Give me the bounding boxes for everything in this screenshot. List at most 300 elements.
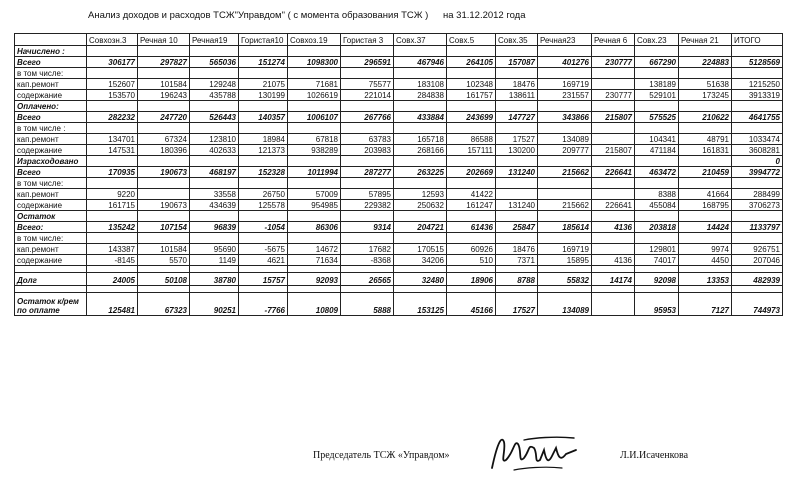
value-cell: 95953 bbox=[635, 293, 679, 316]
row-label: Долг bbox=[15, 273, 87, 286]
value-cell: 138611 bbox=[496, 90, 538, 101]
value-cell bbox=[394, 156, 447, 167]
value-cell bbox=[138, 156, 190, 167]
value-cell bbox=[732, 233, 783, 244]
value-cell: 157111 bbox=[447, 145, 496, 156]
value-cell: 102348 bbox=[447, 79, 496, 90]
value-cell bbox=[239, 46, 288, 57]
value-cell bbox=[592, 244, 635, 255]
value-cell bbox=[138, 233, 190, 244]
value-cell: 230777 bbox=[592, 90, 635, 101]
value-cell: 215807 bbox=[592, 112, 635, 123]
value-cell bbox=[239, 211, 288, 222]
value-cell bbox=[288, 286, 341, 293]
value-cell: 107154 bbox=[138, 222, 190, 233]
value-cell: 140357 bbox=[239, 112, 288, 123]
value-cell bbox=[592, 101, 635, 112]
report-date: на 31.12.2012 года bbox=[443, 10, 526, 21]
value-cell bbox=[732, 46, 783, 57]
value-cell: 74017 bbox=[635, 255, 679, 266]
value-cell: 17527 bbox=[496, 293, 538, 316]
header-cell: Речная19 bbox=[190, 34, 239, 46]
value-cell bbox=[87, 211, 138, 222]
table-row bbox=[15, 286, 783, 293]
header-cell: Гористая10 bbox=[239, 34, 288, 46]
value-cell bbox=[87, 123, 138, 134]
value-cell: 161757 bbox=[447, 90, 496, 101]
value-cell bbox=[341, 178, 394, 189]
table-row bbox=[15, 156, 783, 167]
value-cell: 170515 bbox=[394, 244, 447, 255]
value-cell: 134701 bbox=[87, 134, 138, 145]
row-label: кап.ремонт bbox=[15, 134, 87, 145]
value-cell bbox=[592, 266, 635, 273]
value-cell bbox=[239, 156, 288, 167]
value-cell bbox=[239, 266, 288, 273]
value-cell: 4621 bbox=[239, 255, 288, 266]
value-cell: 123810 bbox=[190, 134, 239, 145]
value-cell bbox=[592, 211, 635, 222]
value-cell bbox=[190, 233, 239, 244]
value-cell: 153570 bbox=[87, 90, 138, 101]
value-cell bbox=[447, 233, 496, 244]
value-cell bbox=[592, 123, 635, 134]
value-cell: 190673 bbox=[138, 167, 190, 178]
value-cell: 0 bbox=[732, 156, 783, 167]
table-row bbox=[15, 211, 783, 222]
table-row bbox=[15, 68, 783, 79]
value-cell: 287277 bbox=[341, 167, 394, 178]
value-cell bbox=[239, 233, 288, 244]
value-cell: 5128569 bbox=[732, 57, 783, 68]
value-cell bbox=[190, 266, 239, 273]
value-cell bbox=[190, 68, 239, 79]
row-label: Остаток bbox=[15, 211, 87, 222]
value-cell: 48791 bbox=[679, 134, 732, 145]
value-cell bbox=[732, 101, 783, 112]
value-cell: 297827 bbox=[138, 57, 190, 68]
value-cell: 169719 bbox=[538, 79, 592, 90]
value-cell bbox=[496, 68, 538, 79]
value-cell: 482939 bbox=[732, 273, 783, 286]
value-cell: 433884 bbox=[394, 112, 447, 123]
value-cell: 61436 bbox=[447, 222, 496, 233]
value-cell: 667290 bbox=[635, 57, 679, 68]
value-cell: 130199 bbox=[239, 90, 288, 101]
value-cell bbox=[592, 189, 635, 200]
value-cell: 101584 bbox=[138, 244, 190, 255]
value-cell bbox=[341, 233, 394, 244]
value-cell bbox=[635, 266, 679, 273]
value-cell bbox=[592, 178, 635, 189]
value-cell bbox=[239, 101, 288, 112]
value-cell bbox=[138, 189, 190, 200]
row-label: Всего bbox=[15, 57, 87, 68]
value-cell: 185614 bbox=[538, 222, 592, 233]
value-cell: 45166 bbox=[447, 293, 496, 316]
value-cell: 129801 bbox=[635, 244, 679, 255]
value-cell: -8368 bbox=[341, 255, 394, 266]
value-cell: 4136 bbox=[592, 222, 635, 233]
value-cell: 565036 bbox=[190, 57, 239, 68]
table-row bbox=[15, 57, 783, 68]
value-cell bbox=[447, 101, 496, 112]
value-cell: 131240 bbox=[496, 200, 538, 211]
value-cell bbox=[394, 266, 447, 273]
value-cell: 67323 bbox=[138, 293, 190, 316]
value-cell: -1054 bbox=[239, 222, 288, 233]
value-cell: 14424 bbox=[679, 222, 732, 233]
value-cell bbox=[239, 178, 288, 189]
value-cell: 526443 bbox=[190, 112, 239, 123]
value-cell bbox=[394, 233, 447, 244]
value-cell: 24005 bbox=[87, 273, 138, 286]
value-cell: 202669 bbox=[447, 167, 496, 178]
value-cell: 95690 bbox=[190, 244, 239, 255]
row-label: содержание bbox=[15, 90, 87, 101]
value-cell bbox=[679, 266, 732, 273]
value-cell bbox=[635, 211, 679, 222]
value-cell: 10809 bbox=[288, 293, 341, 316]
value-cell bbox=[138, 266, 190, 273]
value-cell bbox=[496, 189, 538, 200]
value-cell: 343866 bbox=[538, 112, 592, 123]
value-cell: 190673 bbox=[138, 200, 190, 211]
value-cell bbox=[190, 178, 239, 189]
value-cell: 4450 bbox=[679, 255, 732, 266]
value-cell: 17682 bbox=[341, 244, 394, 255]
value-cell: 529101 bbox=[635, 90, 679, 101]
value-cell: 18906 bbox=[447, 273, 496, 286]
header-row bbox=[15, 34, 783, 46]
value-cell bbox=[496, 233, 538, 244]
value-cell bbox=[538, 123, 592, 134]
value-cell: 151274 bbox=[239, 57, 288, 68]
value-cell: 4641755 bbox=[732, 112, 783, 123]
value-cell: 173245 bbox=[679, 90, 732, 101]
table-row bbox=[15, 266, 783, 273]
value-cell: 306177 bbox=[87, 57, 138, 68]
value-cell bbox=[341, 46, 394, 57]
value-cell: 14672 bbox=[288, 244, 341, 255]
value-cell: 196243 bbox=[138, 90, 190, 101]
value-cell: 282232 bbox=[87, 112, 138, 123]
row-label: в том числе: bbox=[15, 178, 87, 189]
value-cell: 131240 bbox=[496, 167, 538, 178]
table-row bbox=[15, 46, 783, 57]
table-row bbox=[15, 134, 783, 145]
value-cell: 161831 bbox=[679, 145, 732, 156]
value-cell bbox=[394, 211, 447, 222]
value-cell bbox=[679, 101, 732, 112]
value-cell bbox=[538, 233, 592, 244]
row-label: Всего bbox=[15, 167, 87, 178]
value-cell bbox=[496, 156, 538, 167]
value-cell: 96839 bbox=[190, 222, 239, 233]
value-cell bbox=[635, 286, 679, 293]
value-cell: 67324 bbox=[138, 134, 190, 145]
value-cell bbox=[732, 123, 783, 134]
value-cell bbox=[679, 211, 732, 222]
value-cell bbox=[538, 46, 592, 57]
row-label: Израсходовано bbox=[15, 156, 87, 167]
value-cell bbox=[394, 178, 447, 189]
value-cell: 138189 bbox=[635, 79, 679, 90]
header-cell: Совхозн.3 bbox=[87, 34, 138, 46]
value-cell bbox=[679, 68, 732, 79]
table-row bbox=[15, 79, 783, 90]
value-cell: 143387 bbox=[87, 244, 138, 255]
value-cell bbox=[87, 178, 138, 189]
value-cell: 954985 bbox=[288, 200, 341, 211]
value-cell bbox=[635, 233, 679, 244]
value-cell: 1011994 bbox=[288, 167, 341, 178]
value-cell bbox=[394, 46, 447, 57]
value-cell: 32480 bbox=[394, 273, 447, 286]
value-cell: 168795 bbox=[679, 200, 732, 211]
value-cell bbox=[447, 286, 496, 293]
value-cell bbox=[635, 46, 679, 57]
value-cell bbox=[538, 286, 592, 293]
value-cell bbox=[496, 211, 538, 222]
header-cell: Гористая 3 bbox=[341, 34, 394, 46]
value-cell bbox=[538, 266, 592, 273]
value-cell bbox=[679, 178, 732, 189]
table-row bbox=[15, 189, 783, 200]
value-cell: 231557 bbox=[538, 90, 592, 101]
value-cell: 18476 bbox=[496, 79, 538, 90]
value-cell: 13353 bbox=[679, 273, 732, 286]
value-cell bbox=[288, 156, 341, 167]
value-cell: 203818 bbox=[635, 222, 679, 233]
value-cell: 71634 bbox=[288, 255, 341, 266]
value-cell: 230777 bbox=[592, 57, 635, 68]
value-cell: 75577 bbox=[341, 79, 394, 90]
value-cell: 92098 bbox=[635, 273, 679, 286]
value-cell bbox=[341, 68, 394, 79]
value-cell: 226641 bbox=[592, 167, 635, 178]
value-cell bbox=[447, 156, 496, 167]
table-row bbox=[15, 178, 783, 189]
value-cell bbox=[190, 46, 239, 57]
value-cell: 14174 bbox=[592, 273, 635, 286]
value-cell: 463472 bbox=[635, 167, 679, 178]
value-cell: 510 bbox=[447, 255, 496, 266]
row-label bbox=[15, 266, 87, 273]
value-cell bbox=[190, 286, 239, 293]
value-cell: 215807 bbox=[592, 145, 635, 156]
value-cell: 33558 bbox=[190, 189, 239, 200]
row-label: содержание bbox=[15, 145, 87, 156]
value-cell bbox=[341, 266, 394, 273]
value-cell: 170935 bbox=[87, 167, 138, 178]
value-cell bbox=[447, 46, 496, 57]
value-cell bbox=[447, 123, 496, 134]
value-cell: 130200 bbox=[496, 145, 538, 156]
value-cell bbox=[732, 68, 783, 79]
value-cell bbox=[394, 101, 447, 112]
table-row bbox=[15, 145, 783, 156]
value-cell bbox=[341, 286, 394, 293]
value-cell: 147727 bbox=[496, 112, 538, 123]
value-cell bbox=[288, 233, 341, 244]
value-cell: 5888 bbox=[341, 293, 394, 316]
value-cell: -8145 bbox=[87, 255, 138, 266]
value-cell bbox=[87, 68, 138, 79]
value-cell: 152607 bbox=[87, 79, 138, 90]
table-row bbox=[15, 167, 783, 178]
value-cell: 7127 bbox=[679, 293, 732, 316]
value-cell bbox=[394, 286, 447, 293]
value-cell bbox=[496, 178, 538, 189]
header-cell: Речная 6 bbox=[592, 34, 635, 46]
row-label: Остаток к/рем по оплате bbox=[15, 293, 87, 316]
value-cell bbox=[138, 123, 190, 134]
value-cell: 1026619 bbox=[288, 90, 341, 101]
value-cell: 152328 bbox=[239, 167, 288, 178]
row-label: содержание bbox=[15, 255, 87, 266]
value-cell: 210459 bbox=[679, 167, 732, 178]
value-cell: 135242 bbox=[87, 222, 138, 233]
value-cell bbox=[635, 101, 679, 112]
value-cell: 1149 bbox=[190, 255, 239, 266]
value-cell: 161247 bbox=[447, 200, 496, 211]
row-label: кап.ремонт bbox=[15, 189, 87, 200]
value-cell: 165718 bbox=[394, 134, 447, 145]
value-cell: 55832 bbox=[538, 273, 592, 286]
value-cell bbox=[732, 178, 783, 189]
value-cell: 744973 bbox=[732, 293, 783, 316]
value-cell: -7766 bbox=[239, 293, 288, 316]
value-cell bbox=[87, 286, 138, 293]
value-cell bbox=[679, 123, 732, 134]
value-cell bbox=[239, 286, 288, 293]
value-cell bbox=[288, 178, 341, 189]
value-cell: 157087 bbox=[496, 57, 538, 68]
value-cell bbox=[635, 178, 679, 189]
value-cell: 18984 bbox=[239, 134, 288, 145]
value-cell: 90251 bbox=[190, 293, 239, 316]
value-cell: 263225 bbox=[394, 167, 447, 178]
value-cell: 468197 bbox=[190, 167, 239, 178]
value-cell: 204721 bbox=[394, 222, 447, 233]
value-cell: 467946 bbox=[394, 57, 447, 68]
value-cell: 125481 bbox=[87, 293, 138, 316]
value-cell bbox=[138, 46, 190, 57]
value-cell: 226641 bbox=[592, 200, 635, 211]
value-cell: 471184 bbox=[635, 145, 679, 156]
value-cell: 5570 bbox=[138, 255, 190, 266]
value-cell: 147531 bbox=[87, 145, 138, 156]
value-cell: 17527 bbox=[496, 134, 538, 145]
report-title: Анализ доходов и расходов ТСЖ"Управдом" ( с момента образования ТСЖ ) bbox=[88, 10, 429, 21]
value-cell: 938289 bbox=[288, 145, 341, 156]
value-cell bbox=[341, 211, 394, 222]
value-cell: 402633 bbox=[190, 145, 239, 156]
table-row bbox=[15, 90, 783, 101]
table-row bbox=[15, 244, 783, 255]
value-cell bbox=[679, 46, 732, 57]
value-cell bbox=[341, 123, 394, 134]
value-cell bbox=[138, 286, 190, 293]
value-cell bbox=[138, 101, 190, 112]
row-label: в том числе : bbox=[15, 123, 87, 134]
value-cell: 229382 bbox=[341, 200, 394, 211]
value-cell: 268166 bbox=[394, 145, 447, 156]
value-cell bbox=[635, 123, 679, 134]
table-row bbox=[15, 112, 783, 123]
table-row bbox=[15, 200, 783, 211]
value-cell: 169719 bbox=[538, 244, 592, 255]
value-cell: 575525 bbox=[635, 112, 679, 123]
value-cell: 67818 bbox=[288, 134, 341, 145]
value-cell bbox=[288, 68, 341, 79]
value-cell bbox=[447, 178, 496, 189]
chairman-position: Председатель ТСЖ «Управдом» bbox=[313, 450, 450, 461]
value-cell: 224883 bbox=[679, 57, 732, 68]
header-cell: Речная 10 bbox=[138, 34, 190, 46]
row-label: кап.ремонт bbox=[15, 79, 87, 90]
value-cell bbox=[679, 156, 732, 167]
table-row bbox=[15, 123, 783, 134]
value-cell: 3913319 bbox=[732, 90, 783, 101]
row-label: Всего: bbox=[15, 222, 87, 233]
value-cell bbox=[592, 46, 635, 57]
value-cell bbox=[288, 46, 341, 57]
table-row bbox=[15, 233, 783, 244]
value-cell: 180396 bbox=[138, 145, 190, 156]
value-cell: 18476 bbox=[496, 244, 538, 255]
value-cell bbox=[239, 123, 288, 134]
value-cell bbox=[538, 211, 592, 222]
value-cell: 243699 bbox=[447, 112, 496, 123]
value-cell: 125578 bbox=[239, 200, 288, 211]
value-cell: 9220 bbox=[87, 189, 138, 200]
value-cell: 215662 bbox=[538, 167, 592, 178]
value-cell: 26750 bbox=[239, 189, 288, 200]
value-cell: 21075 bbox=[239, 79, 288, 90]
value-cell: 60926 bbox=[447, 244, 496, 255]
table-row bbox=[15, 222, 783, 233]
value-cell: 247720 bbox=[138, 112, 190, 123]
header-cell-label bbox=[15, 34, 87, 46]
value-cell: 34206 bbox=[394, 255, 447, 266]
value-cell: 134089 bbox=[538, 293, 592, 316]
row-label: Оплачено: bbox=[15, 101, 87, 112]
value-cell bbox=[592, 134, 635, 145]
value-cell: 8788 bbox=[496, 273, 538, 286]
value-cell bbox=[87, 156, 138, 167]
value-cell bbox=[447, 211, 496, 222]
value-cell: 1098300 bbox=[288, 57, 341, 68]
value-cell bbox=[239, 68, 288, 79]
value-cell bbox=[288, 211, 341, 222]
table-row bbox=[15, 273, 783, 286]
value-cell: 926751 bbox=[732, 244, 783, 255]
value-cell: 8388 bbox=[635, 189, 679, 200]
value-cell: 215662 bbox=[538, 200, 592, 211]
value-cell bbox=[538, 101, 592, 112]
value-cell: 264105 bbox=[447, 57, 496, 68]
value-cell bbox=[592, 156, 635, 167]
value-cell: 57009 bbox=[288, 189, 341, 200]
value-cell: 401276 bbox=[538, 57, 592, 68]
value-cell bbox=[138, 68, 190, 79]
value-cell: 41422 bbox=[447, 189, 496, 200]
value-cell: 435788 bbox=[190, 90, 239, 101]
value-cell: 41664 bbox=[679, 189, 732, 200]
value-cell: 7371 bbox=[496, 255, 538, 266]
